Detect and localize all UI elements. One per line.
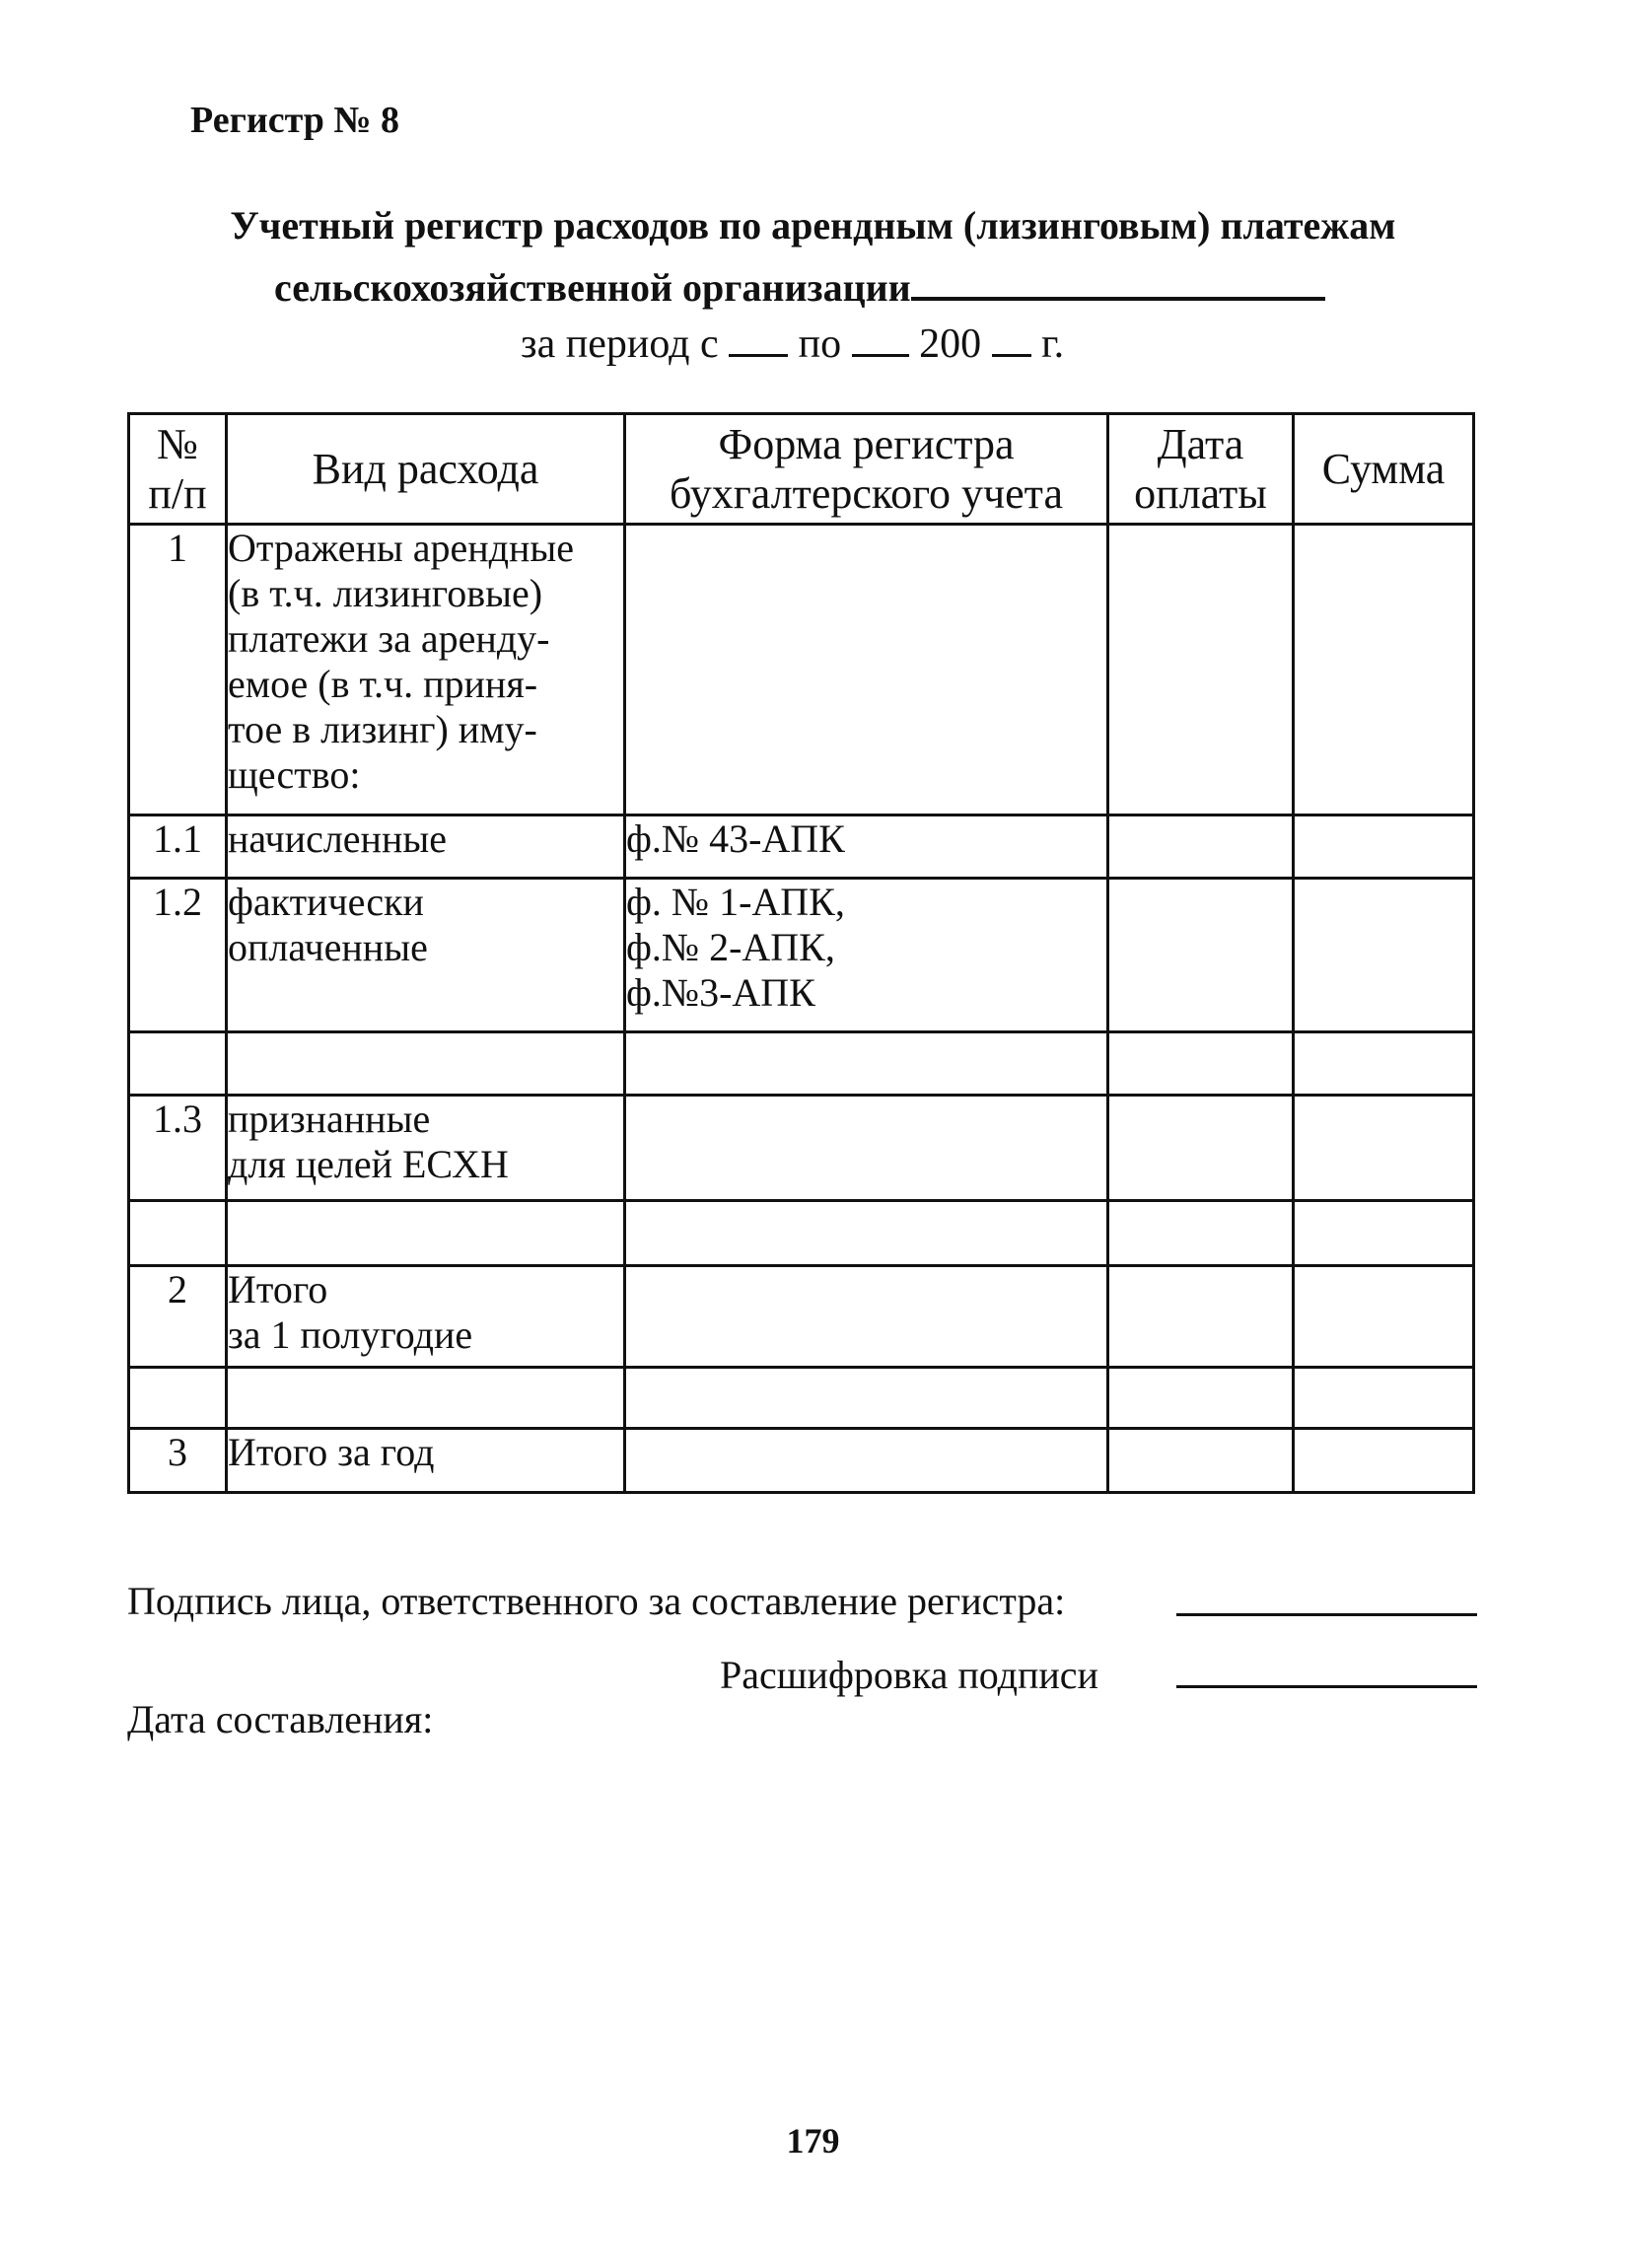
period-line xyxy=(521,320,1064,368)
register-table xyxy=(127,412,1475,1494)
table-row xyxy=(129,1368,1474,1429)
table-row xyxy=(129,879,1474,1032)
row-payment-date[interactable] xyxy=(1108,815,1294,879)
row-sum[interactable] xyxy=(1294,815,1474,879)
row-payment-date[interactable] xyxy=(1108,1266,1294,1368)
row-number: 1.3 xyxy=(129,1096,227,1201)
table-header-row xyxy=(129,414,1474,525)
row-payment-date[interactable] xyxy=(1108,879,1294,1032)
row-payment-date[interactable] xyxy=(1108,525,1294,815)
register-number: Регистр № 8 xyxy=(190,100,400,141)
row-expense-type: Итого за 1 полугодие xyxy=(227,1266,625,1368)
period-suffix: г. xyxy=(1041,321,1065,367)
column-header-expense-type: Вид расхода xyxy=(227,414,625,525)
row-register-form[interactable]: ф.№ 43-АПК xyxy=(625,815,1108,879)
row-sum[interactable] xyxy=(1294,1266,1474,1368)
row-expense-type xyxy=(227,1368,625,1429)
row-number: 2 xyxy=(129,1266,227,1368)
period-to-blank[interactable] xyxy=(852,322,909,357)
row-expense-type: Итого за год xyxy=(227,1429,625,1493)
row-number: 1 xyxy=(129,525,227,815)
table-row xyxy=(129,1096,1474,1201)
period-from-blank[interactable] xyxy=(729,322,788,357)
row-number: 3 xyxy=(129,1429,227,1493)
row-expense-type: начисленные xyxy=(227,815,625,879)
row-expense-type xyxy=(227,1201,625,1266)
table-row xyxy=(129,525,1474,815)
organization-name-blank[interactable] xyxy=(911,267,1325,301)
row-register-form[interactable] xyxy=(625,1266,1108,1368)
row-number xyxy=(129,1032,227,1096)
row-number: 1.1 xyxy=(129,815,227,879)
row-register-form[interactable] xyxy=(625,1429,1108,1493)
row-sum[interactable] xyxy=(1294,1032,1474,1096)
row-sum[interactable] xyxy=(1294,1429,1474,1493)
row-payment-date[interactable] xyxy=(1108,1201,1294,1266)
period-to-label: по xyxy=(798,321,842,367)
table-row xyxy=(129,1201,1474,1266)
table-row xyxy=(129,1429,1474,1493)
table-row xyxy=(129,815,1474,879)
row-payment-date[interactable] xyxy=(1108,1429,1294,1493)
period-year-blank[interactable] xyxy=(992,322,1031,357)
row-register-form[interactable] xyxy=(625,1032,1108,1096)
row-sum[interactable] xyxy=(1294,1201,1474,1266)
signature-line[interactable] xyxy=(1176,1613,1477,1616)
row-payment-date[interactable] xyxy=(1108,1032,1294,1096)
table-row xyxy=(129,1032,1474,1096)
column-header-number: № п/п xyxy=(129,414,227,525)
signature-label: Подпись лица, ответственного за составление регистра: xyxy=(127,1579,1066,1623)
document-subtitle xyxy=(274,264,1325,311)
subtitle-text: сельскохозяйственной организации xyxy=(274,265,911,310)
row-payment-date[interactable] xyxy=(1108,1368,1294,1429)
row-number: 1.2 xyxy=(129,879,227,1032)
column-header-register-form: Форма регистра бухгалтерского учета xyxy=(625,414,1108,525)
row-register-form[interactable] xyxy=(625,525,1108,815)
period-prefix: за период с xyxy=(521,321,719,367)
row-sum[interactable] xyxy=(1294,525,1474,815)
row-expense-type: Отражены арендные (в т.ч. лизинговые) платежи за аренду- емое (в т.ч. приня- тое в лизинг) иму- щество: xyxy=(227,525,625,815)
row-sum[interactable] xyxy=(1294,1096,1474,1201)
period-year: 200 xyxy=(919,321,982,367)
row-number xyxy=(129,1368,227,1429)
row-register-form[interactable]: ф. № 1-АПК, ф.№ 2-АПК, ф.№3-АПК xyxy=(625,879,1108,1032)
document-title: Учетный регистр расходов по арендным (лизинговым) платежам xyxy=(230,203,1396,248)
signature-decoding-label: Расшифровка подписи xyxy=(720,1653,1098,1697)
row-register-form[interactable] xyxy=(625,1368,1108,1429)
page-number: 179 xyxy=(786,2121,840,2161)
row-number xyxy=(129,1201,227,1266)
row-sum[interactable] xyxy=(1294,1368,1474,1429)
row-expense-type xyxy=(227,1032,625,1096)
compilation-date-label: Дата составления: xyxy=(127,1697,434,1741)
column-header-sum: Сумма xyxy=(1294,414,1474,525)
row-expense-type: признанные для целей ЕСХН xyxy=(227,1096,625,1201)
row-payment-date[interactable] xyxy=(1108,1096,1294,1201)
row-sum[interactable] xyxy=(1294,879,1474,1032)
row-register-form[interactable] xyxy=(625,1096,1108,1201)
row-expense-type: фактически оплаченные xyxy=(227,879,625,1032)
table-row xyxy=(129,1266,1474,1368)
row-register-form[interactable] xyxy=(625,1201,1108,1266)
signature-decoding-line[interactable] xyxy=(1176,1685,1477,1688)
column-header-payment-date: Дата оплаты xyxy=(1108,414,1294,525)
